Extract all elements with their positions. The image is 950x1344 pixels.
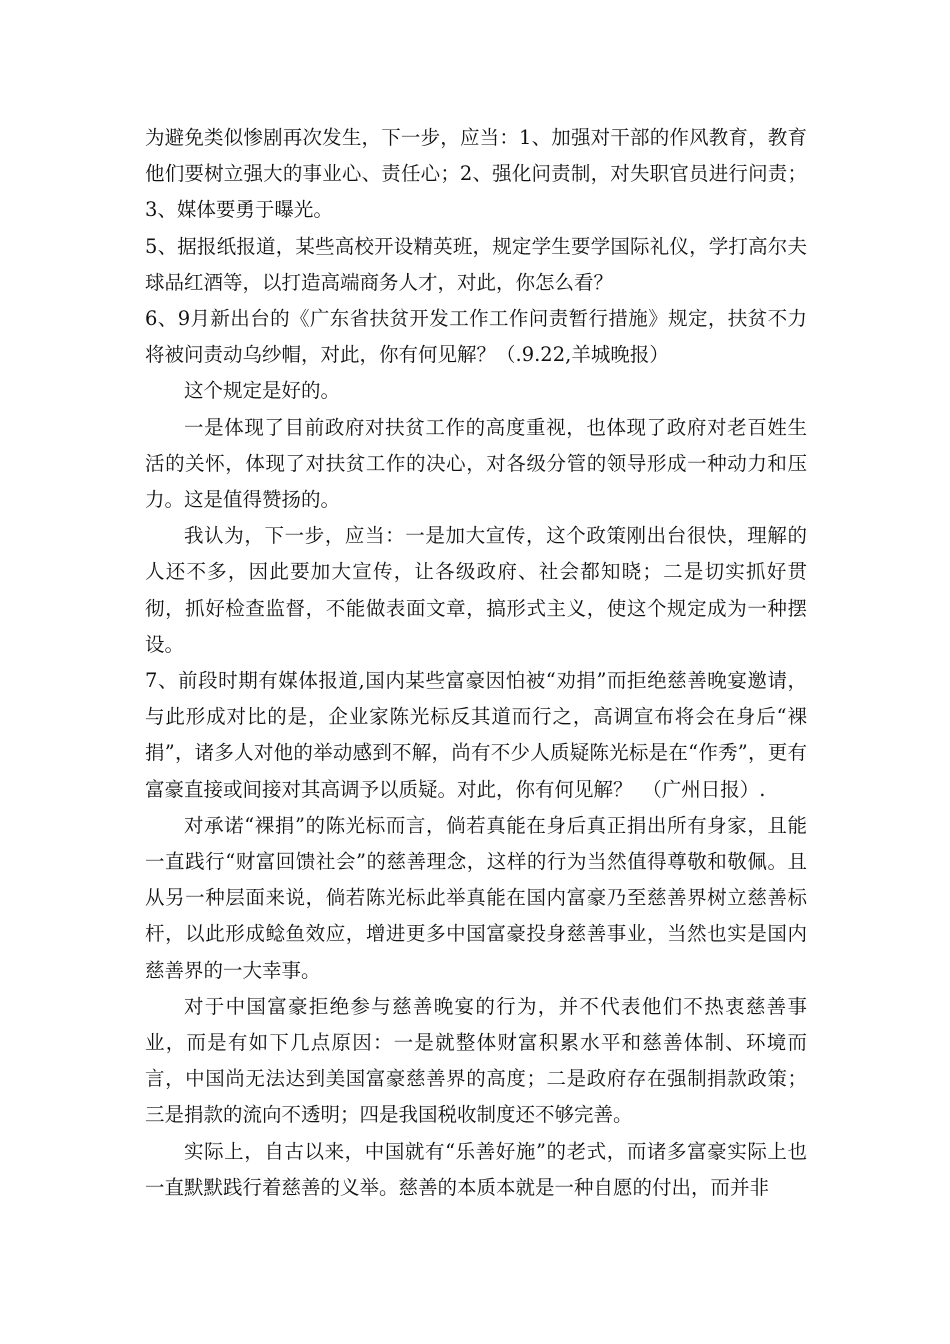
answer-6-point-1: 一是体现了目前政府对扶贫工作的高度重视，也体现了政府对老百姓生活的关怀，体现了对扶贫工作的决心，对各级分管的领导形成一种动力和压力。这是值得赞扬的。 <box>145 415 807 512</box>
document-body <box>145 120 807 1206</box>
answer-6-intro: 这个规定是好的。 <box>184 379 341 403</box>
question-6: 6、9月新出台的《广东省扶贫开发工作工作问责暂行措施》规定，扶贫不力将被问责动乌纱帽，对此，你有何见解？（.9.22,羊城晚报） <box>145 307 807 367</box>
answer-6-next-steps: 我认为，下一步，应当：一是加大宣传，这个政策刚出台很快，理解的人还不多，因此要加大宣传，让各级政府、社会都知晓；二是切实抓好贯彻，抓好检查监督，不能做表面文章，搞形式主义，使这个规定成为一种摆设。 <box>145 524 807 656</box>
paragraph-prevention-measures: 为避免类似惨剧再次发生，下一步，应当：1、加强对干部的作风教育，教育他们要树立强大的事业心、责任心；2、强化问责制，对失职官员进行问责；3、媒体要勇于曝光。 <box>145 126 807 222</box>
answer-7-part-3: 实际上，自古以来，中国就有“乐善好施”的老式，而诸多富豪实际上也一直默默践行着慈善的义举。慈善的本质本就是一种自愿的付出，而并非 <box>145 1139 807 1199</box>
question-7: 7、前段时期有媒体报道,国内某些富豪因怕被“劝捐”而拒绝慈善晚宴邀请，与此形成对比的是，企业家陈光标反其道而行之，高调宣布将会在身后“裸捐”，诸多人对他的举动感到不解，尚有不少人质疑陈光标是在“作秀”，更有富豪直接或间接对其高调予以质疑。对此，你有何见解？ （广州日报）. <box>145 669 807 801</box>
question-5: 5、据报纸报道，某些高校开设精英班，规定学生要学国际礼仪，学打高尔夫球品红酒等，以打造高端商务人才，对此，你怎么看？ <box>145 234 807 294</box>
answer-7-part-1: 对承诺“裸捐”的陈光标而言，倘若真能在身后真正捐出所有身家，且能一直践行“财富回馈社会”的慈善理念，这样的行为当然值得尊敬和敬佩。且从另一种层面来说，倘若陈光标此举真能在国内富豪乃至慈善界树立慈善标杆，以此形成鲶鱼效应，增进更多中国富豪投身慈善事业，当然也实是国内慈善界的一大幸事。 <box>145 813 807 982</box>
answer-7-part-2: 对于中国富豪拒绝参与慈善晚宴的行为，并不代表他们不热衷慈善事业，而是有如下几点原因：一是就整体财富积累水平和慈善体制、环境而言，中国尚无法达到美国富豪慈善界的高度；二是政府存在强制捐款政策；三是捐款的流向不透明；四是我国税收制度还不够完善。 <box>145 994 807 1127</box>
